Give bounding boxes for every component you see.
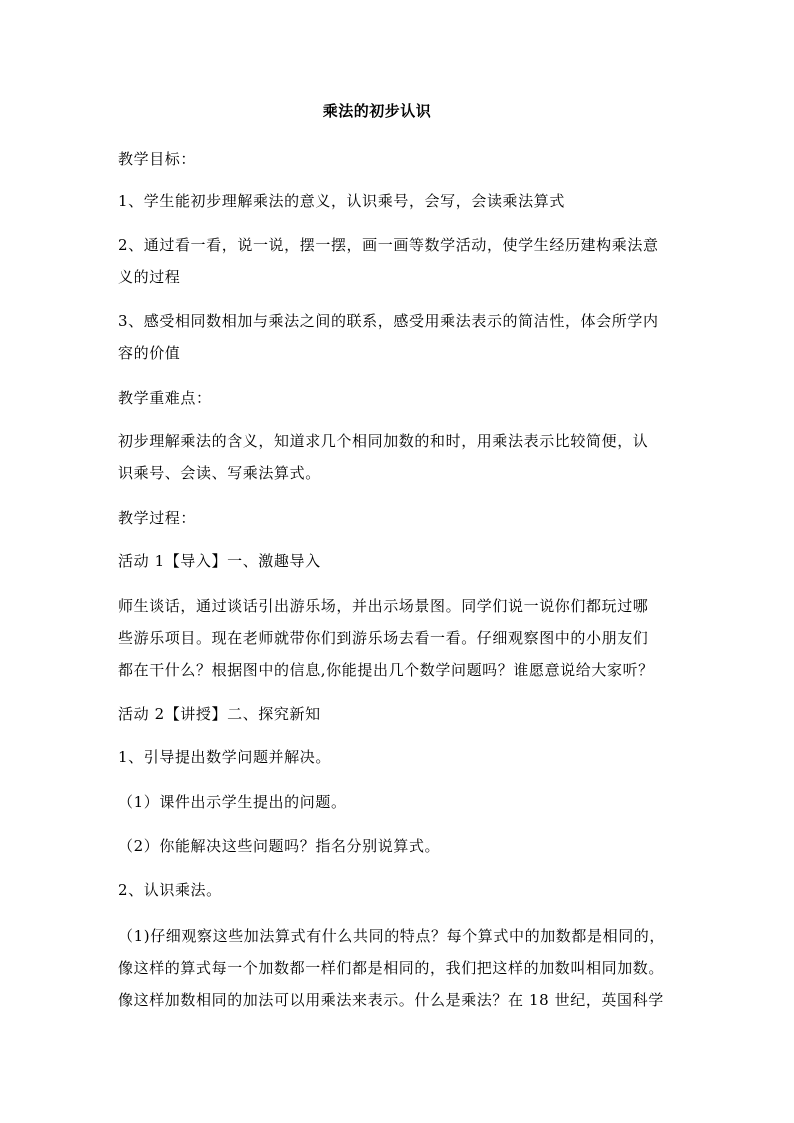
paragraph-step-2-1 bbox=[118, 920, 680, 1016]
paragraph-objectives-heading bbox=[118, 143, 680, 175]
paragraph-step-1 bbox=[118, 741, 680, 773]
paragraph-step-1-1 bbox=[118, 786, 680, 818]
paragraph-activity-1-body bbox=[118, 590, 680, 686]
text-line: 都在干什么？根据图中的信息,你能提出几个数学问题吗？谁愿意说给大家听？ bbox=[118, 661, 654, 679]
text-line: 识乘号、会读、写乘法算式。 bbox=[118, 464, 321, 482]
text-line: 些游乐项目。现在老师就带你们到游乐场去看一看。仔细观察图中的小朋友们 bbox=[118, 629, 649, 647]
paragraph-objective-3 bbox=[118, 305, 680, 369]
paragraph-process-heading bbox=[118, 502, 680, 534]
text-line: 教学重难点： bbox=[118, 389, 212, 407]
paragraph-key-points-heading bbox=[118, 382, 680, 414]
text-line: 教学目标： bbox=[118, 150, 197, 168]
text-line: 像这样的算式每一个加数都一样们都是相同的，我们把这样的加数叫相同加数。 bbox=[118, 959, 665, 977]
text-line: 活动 2【讲授】二、探究新知 bbox=[118, 705, 321, 723]
text-line: 教学过程： bbox=[118, 509, 197, 527]
text-line: 师生谈话，通过谈话引出游乐场，并出示场景图。同学们说一说你们都玩过哪 bbox=[118, 597, 649, 615]
text-line: （2）你能解决这些问题吗？指名分别说算式。 bbox=[118, 837, 441, 855]
text-line: 1、学生能初步理解乘法的意义，认识乘号，会写，会读乘法算式 bbox=[118, 192, 565, 210]
text-line: 3、感受相同数相加与乘法之间的联系，感受用乘法表示的简洁性，体会所学内 bbox=[118, 312, 659, 330]
text-line: 容的价值 bbox=[118, 344, 181, 362]
paragraph-objective-1 bbox=[118, 185, 680, 217]
paragraph-step-1-2 bbox=[118, 830, 680, 862]
paragraph-objective-2 bbox=[118, 229, 680, 293]
paragraph-key-points bbox=[118, 425, 680, 489]
text-line: 2、通过看一看，说一说，摆一摆，画一画等数学活动，使学生经历建构乘法意 bbox=[118, 236, 659, 254]
text-line: 2、认识乘法。 bbox=[118, 881, 222, 899]
text-line: 像这样加数相同的加法可以用乘法来表示。什么是乘法？在 18 世纪，英国科学 bbox=[118, 991, 664, 1009]
text-line: （1)仔细观察这些加法算式有什么共同的特点？每个算式中的加数都是相同的， bbox=[118, 927, 665, 945]
text-line: 1、引导提出数学问题并解决。 bbox=[118, 748, 331, 766]
text-line: 初步理解乘法的含义，知道求几个相同加数的和时，用乘法表示比较简便，认 bbox=[118, 432, 649, 450]
document-title: 乘法的初步认识 bbox=[322, 102, 432, 120]
paragraph-step-2 bbox=[118, 874, 680, 906]
text-line: 义的过程 bbox=[118, 268, 181, 286]
paragraph-activity-2-heading bbox=[118, 698, 680, 730]
text-line: （1）课件出示学生提出的问题。 bbox=[118, 793, 347, 811]
text-line: 活动 1【导入】一、激趣导入 bbox=[118, 552, 321, 570]
paragraph-activity-1-heading bbox=[118, 545, 680, 577]
